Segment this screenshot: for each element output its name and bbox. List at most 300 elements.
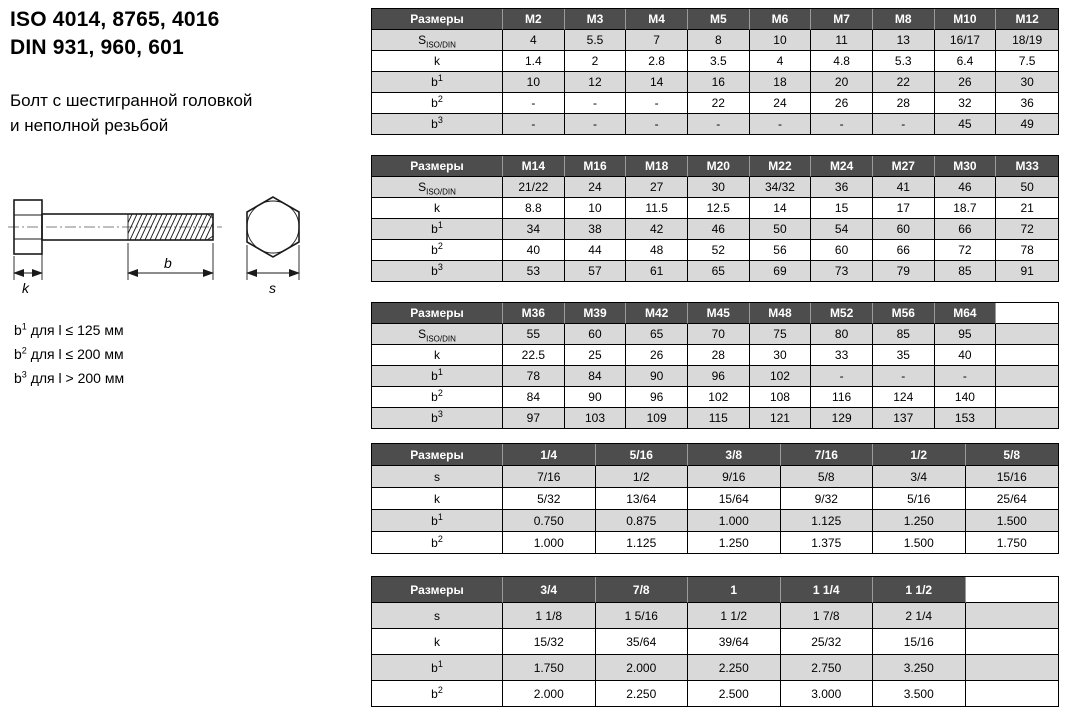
dimension-value: 22.5 bbox=[503, 345, 565, 366]
dimension-label: $b^2$ bbox=[372, 532, 503, 553]
dimension-value: 8.8 bbox=[503, 198, 565, 219]
dimension-row bbox=[372, 603, 1058, 629]
dimension-value: 103 bbox=[565, 408, 627, 428]
dimension-row bbox=[372, 345, 1058, 366]
dimension-value bbox=[966, 603, 1059, 629]
dimension-value: 80 bbox=[811, 324, 873, 345]
inch-table-1-4-to-5-8 bbox=[371, 443, 1059, 554]
dimension-value: 0.750 bbox=[503, 510, 596, 532]
dimension-value: 18.7 bbox=[935, 198, 997, 219]
dimension-value: 10 bbox=[565, 198, 627, 219]
dimension-row bbox=[372, 219, 1058, 240]
dimension-value: 153 bbox=[935, 408, 997, 428]
dimension-value: 96 bbox=[626, 387, 688, 408]
product-description bbox=[10, 88, 252, 138]
dimension-value: 24 bbox=[565, 177, 627, 198]
dimension-value: 13/64 bbox=[596, 488, 689, 510]
dimension-value: 11 bbox=[811, 30, 873, 51]
size-header: 3/8 bbox=[688, 444, 781, 466]
dimension-value: 69 bbox=[750, 261, 812, 281]
dimension-k bbox=[14, 243, 42, 296]
dimension-value: 12 bbox=[565, 72, 627, 93]
dimension-row bbox=[372, 387, 1058, 408]
dimension-value bbox=[996, 345, 1058, 366]
dimension-value: 5/8 bbox=[781, 466, 874, 488]
dimension-value: 4.8 bbox=[811, 51, 873, 72]
size-header: 1/4 bbox=[503, 444, 596, 466]
dimension-label: $b^1$ bbox=[372, 72, 503, 93]
dimension-b bbox=[128, 243, 213, 280]
dimension-value: 1.250 bbox=[873, 510, 966, 532]
dimension-value: 1.000 bbox=[503, 532, 596, 553]
size-header: M52 bbox=[811, 303, 873, 324]
dimension-value: 36 bbox=[811, 177, 873, 198]
dimension-row bbox=[372, 30, 1058, 51]
dimension-label: k bbox=[372, 629, 503, 655]
dimension-value: 48 bbox=[626, 240, 688, 261]
dimension-value: 121 bbox=[750, 408, 812, 428]
dimension-value: 38 bbox=[565, 219, 627, 240]
bolt-technical-drawing bbox=[8, 188, 348, 316]
size-header: 7/8 bbox=[596, 577, 689, 603]
dimension-value: 1.750 bbox=[966, 532, 1059, 553]
dimension-value: 137 bbox=[873, 408, 935, 428]
dimension-value: 60 bbox=[565, 324, 627, 345]
dim-label-b: b bbox=[164, 255, 172, 271]
dimension-value: 10 bbox=[503, 72, 565, 93]
dimension-label: s bbox=[372, 603, 503, 629]
dimension-value: - bbox=[503, 114, 565, 134]
size-header: 1/2 bbox=[873, 444, 966, 466]
dimension-value: 115 bbox=[688, 408, 750, 428]
description-line-1: Болт с шестигранной головкой bbox=[10, 91, 253, 110]
dimension-value: - bbox=[565, 93, 627, 114]
dimension-value: 109 bbox=[626, 408, 688, 428]
dimension-value: 1.4 bbox=[503, 51, 565, 72]
size-column-header: Размеры bbox=[372, 444, 503, 466]
dimension-value: 97 bbox=[503, 408, 565, 428]
dimension-value: 5/32 bbox=[503, 488, 596, 510]
dimension-value: 21/22 bbox=[503, 177, 565, 198]
dimension-value: 85 bbox=[873, 324, 935, 345]
dimension-value bbox=[996, 387, 1058, 408]
dimension-value: 1.125 bbox=[596, 532, 689, 553]
dimension-value: 1.250 bbox=[688, 532, 781, 553]
dimension-value: 3/4 bbox=[873, 466, 966, 488]
dimension-value: 6.4 bbox=[935, 51, 997, 72]
dimension-value: 2.000 bbox=[503, 681, 596, 706]
dimension-row bbox=[372, 510, 1058, 532]
dimension-value: 14 bbox=[626, 72, 688, 93]
dimension-value: 46 bbox=[688, 219, 750, 240]
dimension-value: - bbox=[503, 93, 565, 114]
dimension-value: 10 bbox=[750, 30, 812, 51]
size-header: M4 bbox=[626, 9, 688, 30]
dimension-value: 55 bbox=[503, 324, 565, 345]
dimension-value: 60 bbox=[811, 240, 873, 261]
size-header: 5/8 bbox=[966, 444, 1059, 466]
dimension-value bbox=[966, 655, 1059, 681]
size-header: 5/16 bbox=[596, 444, 689, 466]
size-column-header: Размеры bbox=[372, 156, 503, 177]
thread-length-notes bbox=[14, 318, 124, 390]
size-header: M42 bbox=[626, 303, 688, 324]
dimension-value: 26 bbox=[626, 345, 688, 366]
dimension-value: 49 bbox=[996, 114, 1058, 134]
size-header: M64 bbox=[935, 303, 997, 324]
dimension-value: 5.3 bbox=[873, 51, 935, 72]
dimension-row bbox=[372, 532, 1058, 553]
dimension-value: - bbox=[811, 366, 873, 387]
size-header: M6 bbox=[750, 9, 812, 30]
dimension-value: 8 bbox=[688, 30, 750, 51]
size-header: M5 bbox=[688, 9, 750, 30]
dimension-row bbox=[372, 655, 1058, 681]
size-header: M2 bbox=[503, 9, 565, 30]
dimension-value: 7/16 bbox=[503, 466, 596, 488]
dimension-value: 2.500 bbox=[688, 681, 781, 706]
dimension-value: 1.375 bbox=[781, 532, 874, 553]
dimension-value: 57 bbox=[565, 261, 627, 281]
size-header: M7 bbox=[811, 9, 873, 30]
dimension-row bbox=[372, 324, 1058, 345]
dimension-value: 3.5 bbox=[688, 51, 750, 72]
dimension-value: 84 bbox=[503, 387, 565, 408]
dimension-value: 28 bbox=[873, 93, 935, 114]
dimension-value: 85 bbox=[935, 261, 997, 281]
dimension-label: k bbox=[372, 488, 503, 510]
size-header: 7/16 bbox=[781, 444, 874, 466]
dimension-row bbox=[372, 114, 1058, 134]
dimension-value: 66 bbox=[935, 219, 997, 240]
dimension-value: 1 1/8 bbox=[503, 603, 596, 629]
bolt-head-view bbox=[247, 197, 299, 257]
description-line-2: и неполной резьбой bbox=[10, 116, 169, 135]
dimension-value: 84 bbox=[565, 366, 627, 387]
dimension-row bbox=[372, 629, 1058, 655]
dimension-label: $b^1$ bbox=[372, 655, 503, 681]
bolt-side-view bbox=[8, 200, 222, 254]
dimension-value: 9/16 bbox=[688, 466, 781, 488]
iso-standards-line: ISO 4014, 8765, 4016 bbox=[10, 8, 220, 31]
dimension-label: s bbox=[372, 466, 503, 488]
dimension-value: 16/17 bbox=[935, 30, 997, 51]
size-header: M10 bbox=[935, 9, 997, 30]
dimension-row bbox=[372, 408, 1058, 428]
dimension-value: 3.000 bbox=[781, 681, 874, 706]
dimension-value: 1/2 bbox=[596, 466, 689, 488]
dimension-value: 22 bbox=[873, 72, 935, 93]
dimension-value: 15/16 bbox=[966, 466, 1059, 488]
dimension-value: 40 bbox=[503, 240, 565, 261]
dimension-value bbox=[996, 324, 1058, 345]
size-column-header: Размеры bbox=[372, 577, 503, 603]
metric-table-m2-m12 bbox=[371, 8, 1059, 135]
dimension-value: 36 bbox=[996, 93, 1058, 114]
dimension-value: 56 bbox=[750, 240, 812, 261]
size-header: M16 bbox=[565, 156, 627, 177]
size-header: M27 bbox=[873, 156, 935, 177]
dimension-row bbox=[372, 466, 1058, 488]
dimension-value: 2.750 bbox=[781, 655, 874, 681]
dimension-value: 20 bbox=[811, 72, 873, 93]
size-header: M36 bbox=[503, 303, 565, 324]
dimension-value bbox=[966, 681, 1059, 706]
dimension-label: $b^3$ bbox=[372, 408, 503, 428]
dimension-value: - bbox=[935, 366, 997, 387]
dimension-value: 50 bbox=[996, 177, 1058, 198]
din-standards-line: DIN 931, 960, 601 bbox=[10, 36, 184, 59]
dimension-value: 90 bbox=[565, 387, 627, 408]
dimension-value: 66 bbox=[873, 240, 935, 261]
dimension-value: 2.000 bbox=[596, 655, 689, 681]
size-header: 3/4 bbox=[503, 577, 596, 603]
note-line: $b^3$ для l > 200 мм bbox=[14, 369, 125, 386]
dimension-value: 1 7/8 bbox=[781, 603, 874, 629]
dimension-value: 32 bbox=[935, 93, 997, 114]
dimension-value: 65 bbox=[626, 324, 688, 345]
dimension-value: 96 bbox=[688, 366, 750, 387]
dimension-value: 33 bbox=[811, 345, 873, 366]
dimension-value: 60 bbox=[873, 219, 935, 240]
size-header: M14 bbox=[503, 156, 565, 177]
dimension-value: 65 bbox=[688, 261, 750, 281]
dimension-value: 46 bbox=[935, 177, 997, 198]
dimension-label: $b^2$ bbox=[372, 93, 503, 114]
dimension-value: 1.000 bbox=[688, 510, 781, 532]
size-header: M39 bbox=[565, 303, 627, 324]
dimension-value: 17 bbox=[873, 198, 935, 219]
dimension-value: 25/64 bbox=[966, 488, 1059, 510]
dimension-value: 78 bbox=[503, 366, 565, 387]
dimension-value: 54 bbox=[811, 219, 873, 240]
dimension-value: 7 bbox=[626, 30, 688, 51]
dimension-value: 78 bbox=[996, 240, 1058, 261]
dimension-value: 70 bbox=[688, 324, 750, 345]
dimension-value: 11.5 bbox=[626, 198, 688, 219]
dimension-row bbox=[372, 198, 1058, 219]
metric-table-m14-m33 bbox=[371, 155, 1059, 282]
dimension-value: 1 5/16 bbox=[596, 603, 689, 629]
dimension-label: $S_{ISO/DIN}$ bbox=[372, 324, 503, 345]
dimension-value: 16 bbox=[688, 72, 750, 93]
dimension-value: 102 bbox=[750, 366, 812, 387]
dimension-row bbox=[372, 261, 1058, 281]
dimension-value: 72 bbox=[935, 240, 997, 261]
dimension-value: 102 bbox=[688, 387, 750, 408]
dimension-value: - bbox=[626, 114, 688, 134]
dimension-value: 24 bbox=[750, 93, 812, 114]
dimension-value: 21 bbox=[996, 198, 1058, 219]
dimension-label: k bbox=[372, 198, 503, 219]
dimension-value: 5.5 bbox=[565, 30, 627, 51]
dimension-value: 1.125 bbox=[781, 510, 874, 532]
dimension-value bbox=[966, 629, 1059, 655]
dimension-value: 12.5 bbox=[688, 198, 750, 219]
dimension-value: 34/32 bbox=[750, 177, 812, 198]
size-header: M12 bbox=[996, 9, 1058, 30]
dimension-value: 18 bbox=[750, 72, 812, 93]
dimension-value: 3.250 bbox=[873, 655, 966, 681]
dimension-row bbox=[372, 488, 1058, 510]
dimension-value: 15/16 bbox=[873, 629, 966, 655]
note-line: $b^2$ для l ≤ 200 мм bbox=[14, 345, 124, 362]
dimension-value: 108 bbox=[750, 387, 812, 408]
dimension-value bbox=[996, 366, 1058, 387]
dimension-label: k bbox=[372, 345, 503, 366]
dimension-value: 124 bbox=[873, 387, 935, 408]
standards-title bbox=[10, 6, 220, 62]
dimension-value bbox=[996, 408, 1058, 428]
dimension-value: 140 bbox=[935, 387, 997, 408]
dimension-value: 1 1/2 bbox=[688, 603, 781, 629]
dimension-value: 75 bbox=[750, 324, 812, 345]
dimension-value: 79 bbox=[873, 261, 935, 281]
size-header: 1 bbox=[688, 577, 781, 603]
dimension-value: 72 bbox=[996, 219, 1058, 240]
dimension-value: 26 bbox=[935, 72, 997, 93]
dimension-value: 26 bbox=[811, 93, 873, 114]
size-header: M18 bbox=[626, 156, 688, 177]
dimension-value: - bbox=[750, 114, 812, 134]
dimension-value: - bbox=[873, 114, 935, 134]
size-column-header: Размеры bbox=[372, 9, 503, 30]
dimension-value: 4 bbox=[750, 51, 812, 72]
dimension-value: 4 bbox=[503, 30, 565, 51]
dimension-value: 2 1/4 bbox=[873, 603, 966, 629]
dimension-value: 40 bbox=[935, 345, 997, 366]
dimension-value: 44 bbox=[565, 240, 627, 261]
header-row bbox=[372, 156, 1058, 177]
dimension-value: 1.500 bbox=[873, 532, 966, 553]
dimension-value: 28 bbox=[688, 345, 750, 366]
size-header: M8 bbox=[873, 9, 935, 30]
dimension-value: 14 bbox=[750, 198, 812, 219]
size-column-header: Размеры bbox=[372, 303, 503, 324]
size-header: M24 bbox=[811, 156, 873, 177]
dimension-row bbox=[372, 240, 1058, 261]
dimension-value: 42 bbox=[626, 219, 688, 240]
dimension-value: 35/64 bbox=[596, 629, 689, 655]
dimension-value: 22 bbox=[688, 93, 750, 114]
dimension-value: 45 bbox=[935, 114, 997, 134]
dimension-value: - bbox=[873, 366, 935, 387]
dimension-label: $b^2$ bbox=[372, 240, 503, 261]
dimension-value: 3.500 bbox=[873, 681, 966, 706]
size-header: M30 bbox=[935, 156, 997, 177]
size-header: M22 bbox=[750, 156, 812, 177]
dimension-value: 30 bbox=[750, 345, 812, 366]
dimension-value: 73 bbox=[811, 261, 873, 281]
dimension-value: 15 bbox=[811, 198, 873, 219]
dimension-row bbox=[372, 72, 1058, 93]
dimension-value: - bbox=[688, 114, 750, 134]
size-header: M56 bbox=[873, 303, 935, 324]
dimension-value: 91 bbox=[996, 261, 1058, 281]
size-header: M48 bbox=[750, 303, 812, 324]
dimension-value: 15/64 bbox=[688, 488, 781, 510]
size-header: 1 1/2 bbox=[873, 577, 966, 603]
dimension-value: 30 bbox=[996, 72, 1058, 93]
header-row bbox=[372, 303, 1058, 324]
note-line: $b^1$ для l ≤ 125 мм bbox=[14, 321, 124, 338]
dimension-value: - bbox=[811, 114, 873, 134]
dimension-value: 15/32 bbox=[503, 629, 596, 655]
metric-table-m36-m64 bbox=[371, 302, 1059, 429]
dimension-value: 1.500 bbox=[966, 510, 1059, 532]
dimension-value: 2.250 bbox=[596, 681, 689, 706]
dimension-value: 0.875 bbox=[596, 510, 689, 532]
dimension-value: - bbox=[626, 93, 688, 114]
dimension-value: 35 bbox=[873, 345, 935, 366]
dimension-label: $b^3$ bbox=[372, 114, 503, 134]
dimension-label: $S_{ISO/DIN}$ bbox=[372, 177, 503, 198]
dimension-row bbox=[372, 681, 1058, 706]
dimension-label: $b^1$ bbox=[372, 366, 503, 387]
dimension-value: 27 bbox=[626, 177, 688, 198]
dimension-value: 2.8 bbox=[626, 51, 688, 72]
dimension-label: $b^1$ bbox=[372, 510, 503, 532]
dimension-value: 9/32 bbox=[781, 488, 874, 510]
size-header: M45 bbox=[688, 303, 750, 324]
size-header: M3 bbox=[565, 9, 627, 30]
dimension-value: 18/19 bbox=[996, 30, 1058, 51]
inch-table-3-4-to-1-1-2 bbox=[371, 576, 1059, 707]
dimension-row bbox=[372, 177, 1058, 198]
size-header: M20 bbox=[688, 156, 750, 177]
dimension-value: 116 bbox=[811, 387, 873, 408]
dimension-value: 7.5 bbox=[996, 51, 1058, 72]
dimension-row bbox=[372, 366, 1058, 387]
dimension-value: 52 bbox=[688, 240, 750, 261]
dimension-value: 25/32 bbox=[781, 629, 874, 655]
size-header bbox=[966, 577, 1059, 603]
dimension-value: 53 bbox=[503, 261, 565, 281]
dimension-value: 95 bbox=[935, 324, 997, 345]
header-row bbox=[372, 577, 1058, 603]
dimension-label: $b^2$ bbox=[372, 681, 503, 706]
dimension-value: 129 bbox=[811, 408, 873, 428]
dimension-value: - bbox=[565, 114, 627, 134]
dimension-value: 34 bbox=[503, 219, 565, 240]
dimension-value: 50 bbox=[750, 219, 812, 240]
dimension-value: 90 bbox=[626, 366, 688, 387]
dimension-value: 1.750 bbox=[503, 655, 596, 681]
dimension-label: $b^1$ bbox=[372, 219, 503, 240]
size-header: 1 1/4 bbox=[781, 577, 874, 603]
dimension-row bbox=[372, 93, 1058, 114]
dim-label-k: k bbox=[22, 280, 29, 296]
dimension-label: k bbox=[372, 51, 503, 72]
dimension-value: 41 bbox=[873, 177, 935, 198]
dimension-value: 2.250 bbox=[688, 655, 781, 681]
dimension-label: $b^2$ bbox=[372, 387, 503, 408]
dim-label-s: s bbox=[269, 280, 276, 296]
size-header: M33 bbox=[996, 156, 1058, 177]
header-row bbox=[372, 444, 1058, 466]
dimension-value: 2 bbox=[565, 51, 627, 72]
dimension-value: 5/16 bbox=[873, 488, 966, 510]
dimension-value: 61 bbox=[626, 261, 688, 281]
dimension-label: $S_{ISO/DIN}$ bbox=[372, 30, 503, 51]
header-row bbox=[372, 9, 1058, 30]
dimension-value: 25 bbox=[565, 345, 627, 366]
dimension-value: 13 bbox=[873, 30, 935, 51]
size-header bbox=[996, 303, 1058, 324]
dimension-label: $b^3$ bbox=[372, 261, 503, 281]
dimension-row bbox=[372, 51, 1058, 72]
dimension-value: 39/64 bbox=[688, 629, 781, 655]
